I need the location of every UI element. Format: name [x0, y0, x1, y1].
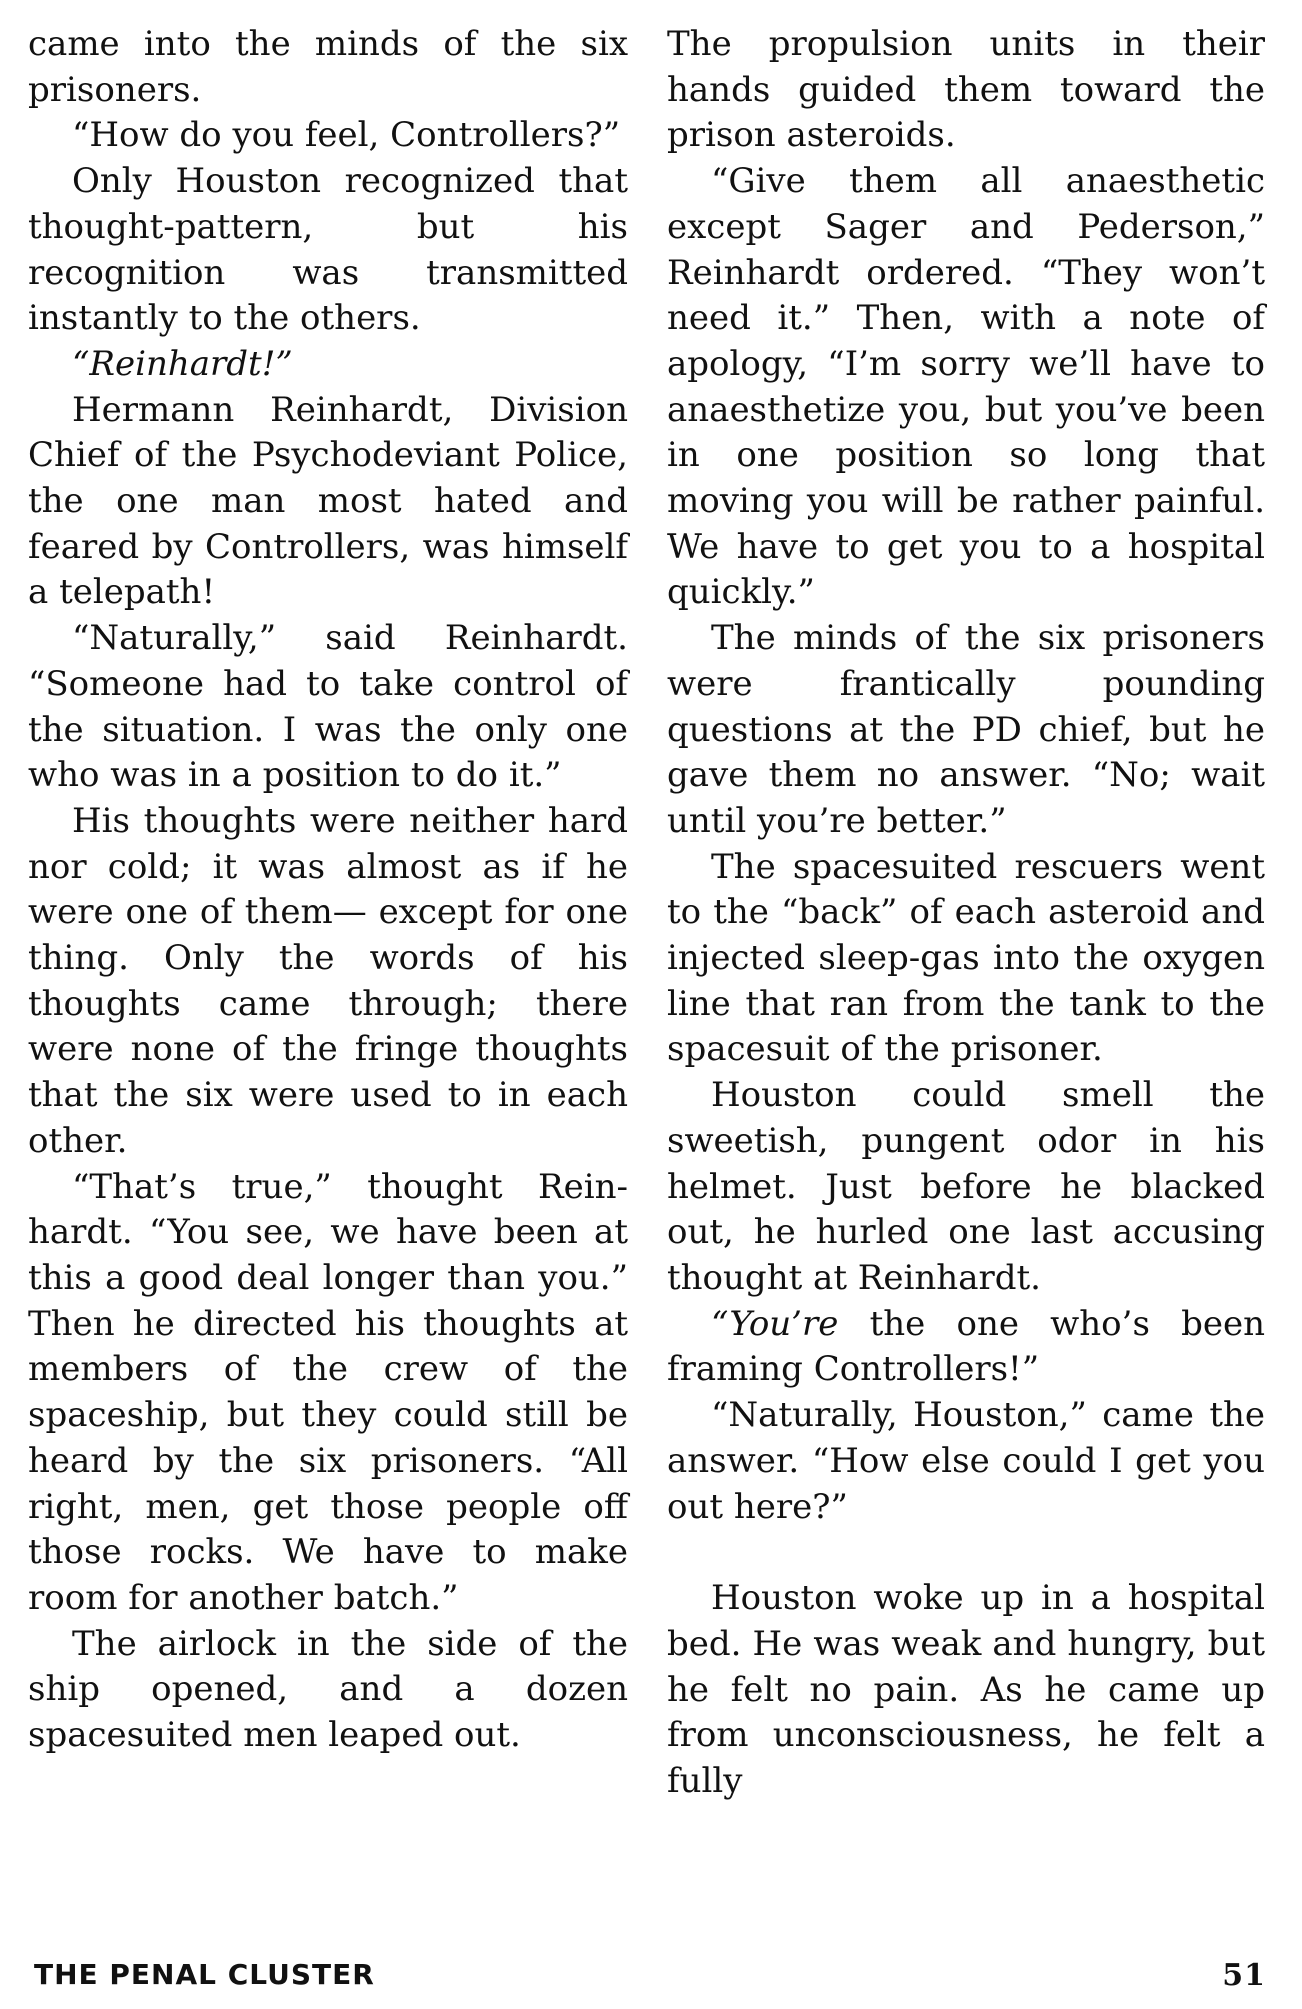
right-text-column: [667, 22, 1265, 1805]
paragraph: “Give them all anaesthetic except Sager and Pederson,” Reinhardt ordered. “They won’t need it.” Then, with a note of apology, “I’m sorry we’ll have to anaesthetize you, but you’ve been in one position so long that moving you will be rather painful. We have to get you to a hospital quickly.”: [667, 161, 1265, 613]
page-number: 51: [1222, 1958, 1266, 1993]
paragraph: “Naturally, Houston,” came the answer. “How else could I get you out here?”: [667, 1395, 1265, 1527]
paragraph: “Reinhardt!”: [72, 343, 293, 384]
paragraph: The minds of the six prisoners were frantically pounding questions at the PD chief, but he gave them no answer. “No; wait until you’re better.”: [667, 618, 1265, 841]
paragraph: The airlock in the side of the ship opened, and a dozen spacesuited men leaped out.: [28, 1623, 628, 1756]
paragraph: “That’s true,” thought Reinhardt. “You see, we have been at this a good deal longer than you.” Then he directed his thoughts at members of the crew of the spaceship, but they could still be heard by the six prisoners. “All right, men, get those people off those rocks. We have to make room for another batch.”: [28, 1166, 628, 1618]
paragraph-rest: the one who’s been framing Controllers!”: [667, 1303, 1265, 1390]
page-footer: [34, 1958, 1266, 1998]
paragraph: His thoughts were neither hard nor cold; it was almost as if he were one of them— except for one thing. Only the words of his thoughts came through; there were none of the fringe thoughts that the six were used to in each other.: [28, 800, 628, 1161]
paragraph: The propulsion units in their hands guided them toward the prison asteroids.: [667, 24, 1265, 156]
paragraph: The spacesuited rescuers went to the “back” of each asteroid and injected sleep-gas into the oxygen line that ran from the tank to the spacesuit of the prisoner.: [667, 846, 1265, 1070]
running-title: THE PENAL CLUSTER: [34, 1958, 375, 1991]
italic-emphasis: “You’re: [711, 1303, 839, 1344]
left-text-column: [28, 22, 628, 1759]
paragraph: “Naturally,” said Reinhardt. “Someone had to take control of the situation. I was the only one who was in a position to do it.”: [28, 618, 628, 796]
paragraph: [667, 1302, 1265, 1393]
paragraph: Houston woke up in a hospital bed. He was weak and hungry, but he felt no pain. As he came up from unconsciousness, he felt a fully: [667, 1578, 1265, 1802]
paragraph: Hermann Reinhardt, Division Chief of the Psychodeviant Police, the one man most hated and feared by Controllers, was himself a telepath!: [28, 389, 628, 613]
paragraph: came into the minds of the six prisoners.: [28, 24, 628, 110]
paragraph: “How do you feel, Controllers?”: [72, 115, 621, 156]
paragraph: Only Houston recognized that thought-pattern, but his recognition was transmitted instantly to the others.: [28, 161, 628, 339]
paragraph: Houston could smell the sweetish, pungent odor in his helmet. Just before he blacked out, he hurled one last accusing thought at Reinhardt.: [667, 1075, 1265, 1298]
